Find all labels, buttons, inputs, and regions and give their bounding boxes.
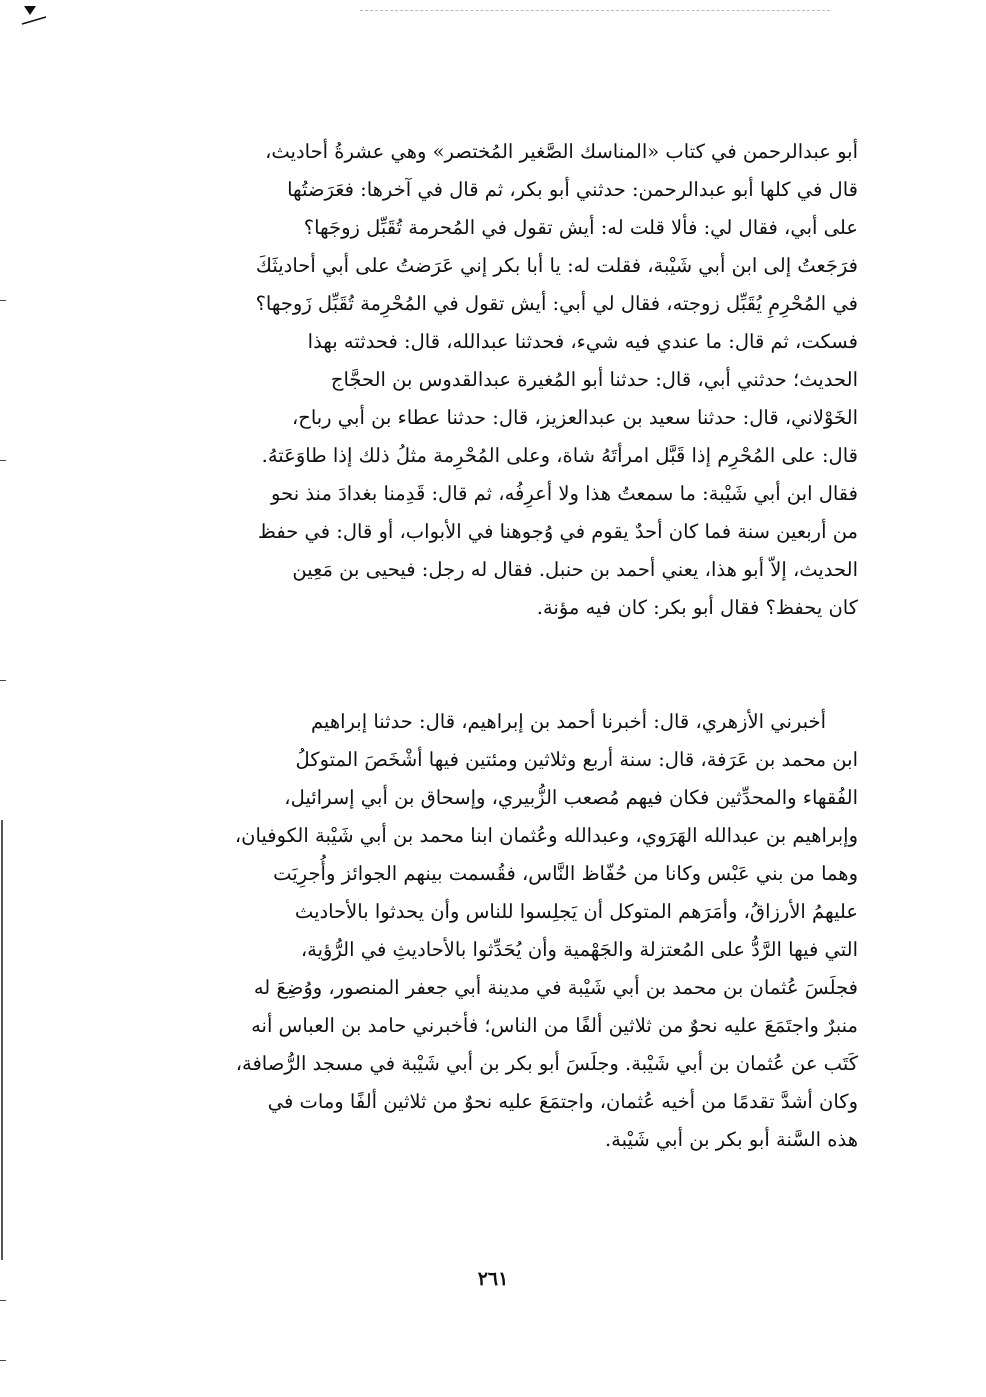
text-line: فسكت، ثم قال: ما عندي فيه شيء، فحدثنا عبدالله، قال: فحدثته بهذا bbox=[307, 330, 858, 353]
text-line: على أبي، فقال لي: فألا قلت له: أيش تقول في المُحرمة تُقَبِّل زوجَها؟ bbox=[303, 216, 858, 239]
text-line: أخبرني الأزهري، قال: أخبرنا أحمد بن إبراهيم، قال: حدثنا إبراهيم bbox=[310, 710, 826, 733]
text-line: كان يحفظ؟ فقال أبو بكر: كان فيه مؤنة. bbox=[536, 596, 858, 619]
paragraph-2 bbox=[138, 703, 858, 1159]
text-line: كَتَب عن عُثمان بن أبي شَيْبة. وجلَسَ أبو بكر بن أبي شَيْبة في مسجد الرُّصافة، bbox=[235, 1052, 858, 1075]
text-line: وكان أشدَّ تقدمًا من أخيه عُثمان، واجتمَعَ عليه نحوٌ من ثلاثين ألفًا ومات في bbox=[267, 1090, 858, 1113]
page-number: ٢٦١ bbox=[477, 1268, 509, 1290]
text-line: الحديث؛ حدثني أبي، قال: حدثنا أبو المُغيرة عبدالقدوس بن الحجَّاج bbox=[330, 368, 858, 391]
scan-edge-tick bbox=[0, 460, 6, 461]
scan-top-rule bbox=[360, 10, 830, 11]
text-line: منبرٌ واجتَمَعَ عليه نحوٌ من ثلاثين ألفًا من الناس؛ فأخبرني حامد بن العباس أنه bbox=[251, 1014, 858, 1037]
scan-edge-tick bbox=[0, 300, 6, 301]
scan-edge-tick bbox=[0, 1300, 6, 1301]
text-line: فرَجَعتُ إلى ابن أبي شَيْبة، فقلت له: يا أبا بكر إني عَرَضتُ على أبي أحاديثَكَ bbox=[255, 254, 858, 277]
text-line: ابن محمد بن عَرَفة، قال: سنة أربع وثلاثين ومئتين فيها أشْخَصَ المتوكلُ bbox=[295, 748, 858, 771]
text-line: التي فيها الرَّدُّ على المُعتزلة والجَهْمية وأن يُحَدِّثوا بالأحاديثِ في الرُّؤية، bbox=[300, 938, 858, 961]
text-line: فجلَسَ عُثمان بن محمد بن أبي شَيْبة في مدينة أبي جعفر المنصور، ووُضِعَ له bbox=[253, 976, 858, 999]
scan-edge-line bbox=[1, 820, 3, 1260]
text-line: وإبراهيم بن عبدالله الهَرَوي، وعبدالله وعُثمان ابنا محمد بن أبي شَيْبة الكوفيان، bbox=[234, 824, 858, 847]
text-line: الحديث، إلاّ أبو هذا، يعني أحمد بن حنبل. فقال له رجل: فيحيى بن مَعِين bbox=[292, 558, 858, 581]
text-line: من أربعين سنة فما كان أحدٌ يقوم في وُجوهنا في الأبواب، أو قال: في حفظ bbox=[257, 520, 858, 543]
text-line: هذه السَّنة أبو بكر بن أبي شَيْبة. bbox=[604, 1128, 858, 1151]
text-line: الفُقهاء والمحدِّثين فكان فيهم مُصعب الزُّبيري، وإسحاق بن أبي إسرائيل، bbox=[284, 786, 858, 809]
text-line: قال في كلها أبو عبدالرحمن: حدثني أبو بكر، ثم قال في آخرها: فعَرَضتُها bbox=[287, 178, 858, 201]
text-line: في المُحْرِمِ يُقَبِّل زوجته، فقال لي أبي: أيش تقول في المُحْرِمة تُقَبِّل زَوجها؟ bbox=[255, 292, 858, 315]
scan-edge-tick bbox=[0, 680, 6, 681]
scan-edge-tick bbox=[0, 1360, 6, 1361]
text-line: عليهمُ الأرزاقُ، وأمَرَهم المتوكل أن يَجلِسوا للناس وأن يحدثوا بالأحاديث bbox=[294, 900, 858, 923]
paragraph-1 bbox=[138, 133, 858, 627]
text-line: الخَوْلاني، قال: حدثنا سعيد بن عبدالعزيز، قال: حدثنا عطاء بن أبي رباح، bbox=[291, 406, 858, 429]
text-line: فقال ابن أبي شَيْبة: ما سمعتُ هذا ولا أعرِفُه، ثم قال: قَدِمنا بغدادَ منذ نحو bbox=[271, 482, 858, 505]
text-line: أبو عبدالرحمن في كتاب «المناسك الصَّغير المُختصر» وهي عشرةُ أحاديث، bbox=[265, 140, 858, 163]
text-line: قال: على المُحْرِم إذا قَبَّل امرأتَهُ شاة، وعلى المُحْرِمة مثلُ ذلك إذا طاوَعَتهُ. bbox=[261, 444, 858, 467]
corner-mark-icon bbox=[20, 2, 50, 32]
text-line: وهما من بني عَبْس وكانا من حُفّاظ النَّاس، فقُسمت بينهم الجوائز وأُجرِيَت bbox=[273, 862, 858, 885]
